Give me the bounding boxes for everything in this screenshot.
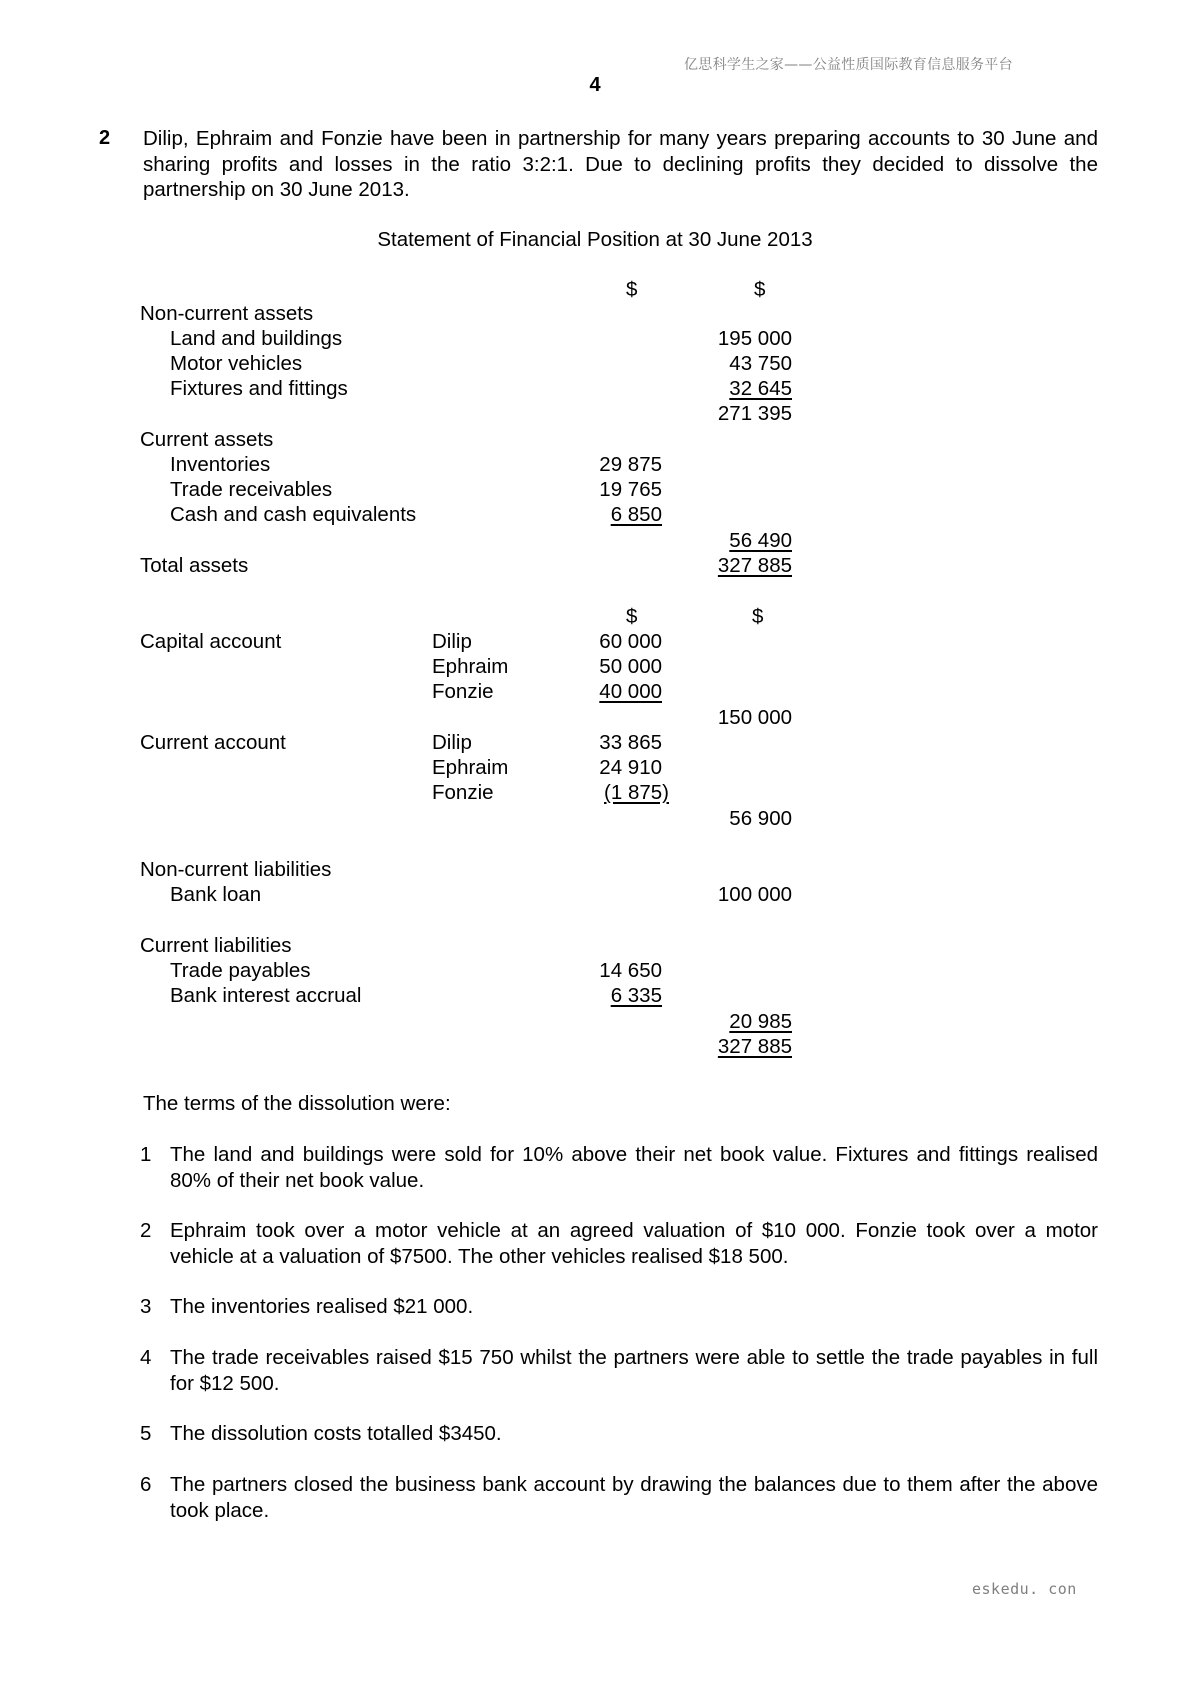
partner-row	[0, 730, 1190, 756]
partner-row	[0, 679, 1190, 705]
partner-value: 33 865	[599, 731, 662, 754]
grand-total-value: 327 885	[717, 1035, 792, 1058]
line-item	[0, 502, 1190, 528]
item-label: Fixtures and fittings	[170, 377, 348, 400]
capital-account-label: Capital account	[140, 630, 282, 653]
term-number: 4	[140, 1346, 152, 1369]
partner-row	[0, 629, 1190, 655]
section-heading	[0, 427, 1190, 453]
non-current-assets-label: Non-current assets	[140, 302, 314, 325]
line-item	[0, 983, 1190, 1009]
currency-header-col2: $	[754, 278, 766, 301]
current-liabilities-label: Current liabilities	[140, 934, 292, 957]
line-item	[0, 452, 1190, 478]
current-assets-total: 56 490	[729, 529, 792, 552]
item-label: Trade payables	[170, 959, 311, 982]
line-item	[0, 376, 1190, 402]
subtotal-row	[0, 806, 1190, 832]
line-item	[0, 477, 1190, 503]
term-number: 3	[140, 1295, 152, 1318]
currency-header-row	[0, 277, 1190, 303]
item-value: 6 850	[610, 503, 662, 526]
current-account-label: Current account	[140, 731, 286, 754]
section-heading	[0, 857, 1190, 883]
currency-header-row	[0, 604, 1190, 630]
partner-value: 50 000	[599, 655, 662, 678]
partner-row	[0, 780, 1190, 806]
terms-intro: The terms of the dissolution were:	[143, 1092, 451, 1115]
term-number: 6	[140, 1473, 152, 1496]
partner-value: 60 000	[599, 630, 662, 653]
partner-name: Fonzie	[432, 781, 494, 804]
line-item	[0, 326, 1190, 352]
item-value: 43 750	[729, 352, 792, 375]
item-value: 195 000	[717, 327, 792, 350]
currency-header-col1: $	[626, 605, 638, 628]
term-text: The trade receivables raised $15 750 whilst the partners were able to settle the trade payables in full for $12 500.	[170, 1346, 1098, 1395]
currency-header-col1: $	[626, 278, 638, 301]
item-value: 100 000	[717, 883, 792, 906]
partner-name: Ephraim	[432, 655, 509, 678]
term-number: 2	[140, 1219, 152, 1242]
line-item	[0, 351, 1190, 377]
item-value: 32 645	[729, 377, 792, 400]
subtotal-row	[0, 705, 1190, 731]
capital-account-total: 150 000	[717, 706, 792, 729]
current-assets-label: Current assets	[140, 428, 274, 451]
term-number: 1	[140, 1143, 152, 1166]
currency-header-col2: $	[752, 605, 764, 628]
total-assets-row	[0, 553, 1190, 579]
total-assets-label: Total assets	[140, 554, 249, 577]
partner-name: Dilip	[432, 630, 472, 653]
partner-value: 24 910	[599, 756, 662, 779]
line-item	[0, 958, 1190, 984]
term-text: The land and buildings were sold for 10% above their net book value. Fixtures and fittings realised 80% of their net book value.	[170, 1143, 1098, 1192]
watermark: 亿思科学生之家——公益性质国际教育信息服务平台	[684, 57, 1013, 73]
subtotal-row	[0, 1009, 1190, 1035]
line-item	[0, 882, 1190, 908]
current-account-total: 56 900	[729, 807, 792, 830]
grand-total-row	[0, 1034, 1190, 1060]
partner-row	[0, 654, 1190, 680]
item-label: Bank interest accrual	[170, 984, 362, 1007]
term-number: 5	[140, 1422, 152, 1445]
question-intro: Dilip, Ephraim and Fonzie have been in partnership for many years preparing accounts to 30 June and sharing profits and losses in the ratio 3:2:1. Due to declining profits they decided to dissolve the partnership on 30 June 2013.	[143, 127, 1098, 201]
subtotal-row	[0, 528, 1190, 554]
term-text: The partners closed the business bank account by drawing the balances due to them after the above took place.	[170, 1473, 1098, 1522]
item-label: Land and buildings	[170, 327, 343, 350]
partner-name: Dilip	[432, 731, 472, 754]
partner-name: Fonzie	[432, 680, 494, 703]
term-text: The inventories realised $21 000.	[170, 1295, 474, 1318]
item-label: Trade receivables	[170, 478, 333, 501]
page-number: 4	[589, 74, 601, 96]
subtotal-row	[0, 401, 1190, 427]
term-text: Ephraim took over a motor vehicle at an agreed valuation of $10 000. Fonzie took over a motor vehicle at a valuation of $7500. The other vehicles realised $18 500.	[170, 1219, 1098, 1268]
section-heading	[0, 301, 1190, 327]
partner-value: (1 875)	[604, 781, 669, 804]
current-liabilities-total: 20 985	[729, 1010, 792, 1033]
statement-title: Statement of Financial Position at 30 June 2013	[377, 228, 813, 251]
footer-domain: eskedu. con	[972, 1580, 1077, 1598]
item-label: Inventories	[170, 453, 271, 476]
total-assets-value: 327 885	[717, 554, 792, 577]
item-label: Bank loan	[170, 883, 262, 906]
term-text: The dissolution costs totalled $3450.	[170, 1422, 502, 1445]
item-label: Cash and cash equivalents	[170, 503, 417, 526]
partner-value: 40 000	[599, 680, 662, 703]
item-value: 6 335	[610, 984, 662, 1007]
item-label: Motor vehicles	[170, 352, 303, 375]
section-heading	[0, 933, 1190, 959]
item-value: 29 875	[599, 453, 662, 476]
non-current-assets-total: 271 395	[717, 402, 792, 425]
partner-row	[0, 755, 1190, 781]
item-value: 19 765	[599, 478, 662, 501]
non-current-liabilities-label: Non-current liabilities	[140, 858, 332, 881]
question-number: 2	[99, 127, 111, 149]
item-value: 14 650	[599, 959, 662, 982]
partner-name: Ephraim	[432, 756, 509, 779]
